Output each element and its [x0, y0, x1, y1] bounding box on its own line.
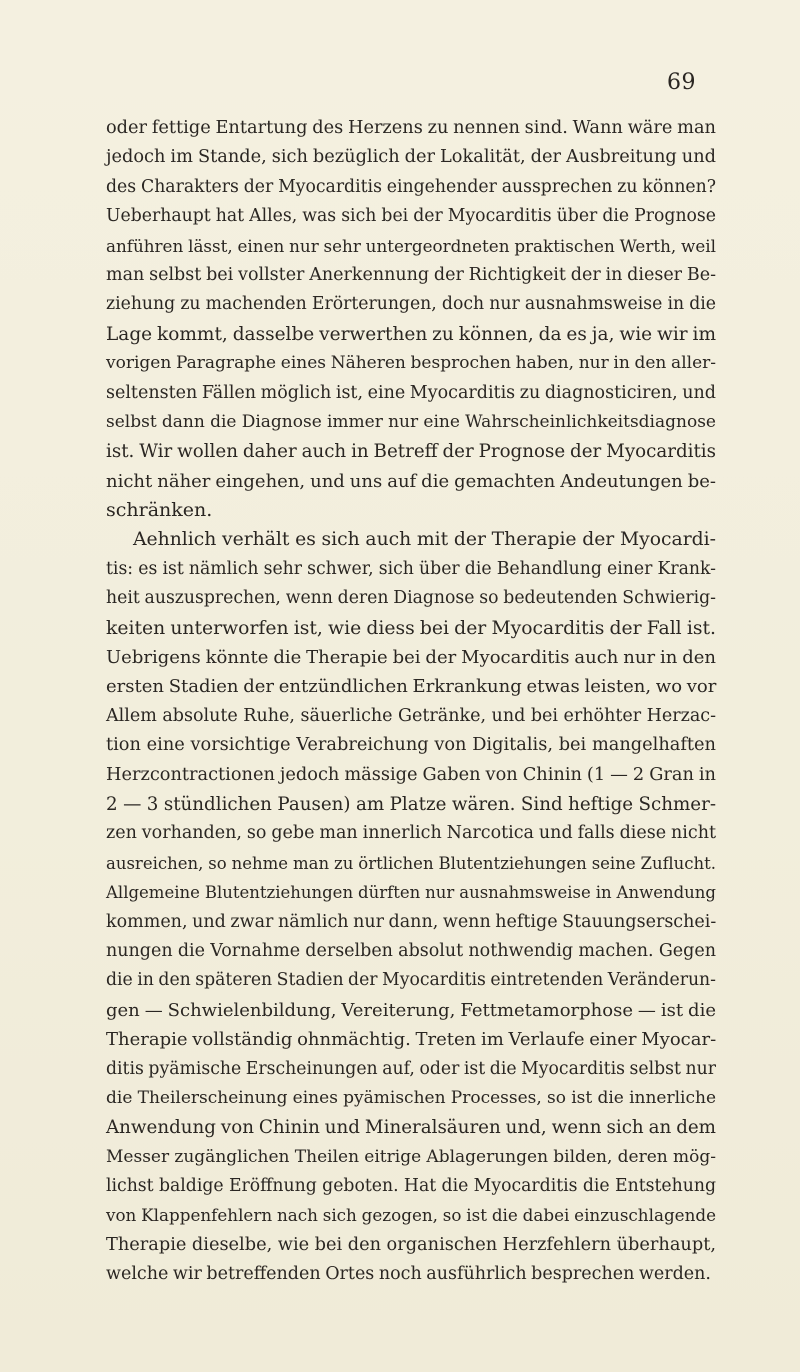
text-line: ziehung zu machenden Erörterungen, doch nur ausnahmsweise in die: [106, 294, 716, 315]
text-line: ausreichen, so nehme man zu örtlichen Blutentziehungen seine Zuflucht.: [106, 853, 716, 873]
text-line: von Klappenfehlern nach sich gezogen, so ist die dabei einzuschlagende: [106, 1205, 716, 1226]
text-line: die in den späteren Stadien der Myocarditis eintretenden Veränderun-: [106, 970, 716, 991]
paragraph: [106, 525, 716, 1289]
page-number: 69: [667, 70, 696, 95]
text-line: heit auszusprechen, wenn deren Diagnose so bedeutenden Schwierig-: [106, 588, 716, 609]
text-line: ersten Stadien der entzündlichen Erkrankung etwas leisten, wo vor: [106, 676, 717, 698]
text-line: Therapie dieselbe, wie bei den organischen Herzfehlern überhaupt,: [106, 1234, 716, 1255]
text-line: zen vorhanden, so gebe man innerlich Narcotica und falls diese nicht: [106, 823, 716, 844]
text-line: gen — Schwielenbildung, Vereiterung, Fettmetamorphose — ist die: [106, 999, 716, 1021]
text-line: die Theilerscheinung eines pyämischen Processes, so ist die innerliche: [106, 1087, 716, 1108]
text-line: Lage kommt, dasselbe verwerthen zu können, da es ja, wie wir im: [106, 323, 716, 345]
text-line: Herzcontractionen jedoch mässige Gaben von Chinin (1 — 2 Gran in: [106, 764, 716, 785]
text-line: welche wir betreffenden Ortes noch ausführlich besprechen werden.: [106, 1264, 711, 1285]
text-line: Messer zugänglichen Theilen eitrige Ablagerungen bilden, deren mög-: [106, 1146, 716, 1167]
text-line: Allem absolute Ruhe, säuerliche Getränke, und bei erhöhter Herzac-: [106, 705, 716, 726]
text-line: vorigen Paragraphe eines Näheren besprochen haben, nur in den aller-: [106, 353, 716, 374]
text-line: nungen die Vornahme derselben absolut nothwendig machen. Gegen: [106, 940, 716, 961]
text-line: Anwendung von Chinin und Mineralsäuren und, wenn sich an dem: [106, 1117, 716, 1139]
text-line: des Charakters der Myocarditis eingehender aussprechen zu können?: [106, 176, 716, 197]
text-line: ist. Wir wollen daher auch in Betreff der Prognose der Myocarditis: [106, 441, 716, 463]
text-line: ditis pyämische Erscheinungen auf, oder ist die Myocarditis selbst nur: [106, 1058, 716, 1079]
text-line: keiten unterworfen ist, wie diess bei der Myocarditis der Fall ist.: [106, 617, 716, 639]
text-line: tis: es ist nämlich sehr schwer, sich über die Behandlung einer Krank-: [106, 558, 716, 579]
text-line: Ueberhaupt hat Alles, was sich bei der Myocarditis über die Prognose: [106, 206, 716, 227]
paragraph: [106, 114, 716, 525]
text-line: selbst dann die Diagnose immer nur eine Wahrscheinlichkeitsdiagnose: [106, 411, 716, 432]
body-text: [106, 114, 716, 1290]
text-line: Allgemeine Blutentziehungen dürften nur ausnahmsweise in Anwendung: [106, 883, 716, 903]
text-line: man selbst bei vollster Anerkennung der Richtigkeit der in dieser Be-: [106, 264, 716, 285]
text-line: oder fettige Entartung des Herzens zu nennen sind. Wann wäre man: [106, 118, 716, 138]
text-line: Aehnlich verhält es sich auch mit der Therapie der Myocardi-: [133, 529, 716, 551]
text-line: Uebrigens könnte die Therapie bei der Myocarditis auch nur in den: [106, 647, 716, 669]
text-line: seltensten Fällen möglich ist, eine Myocarditis zu diagnosticiren, und: [106, 382, 716, 403]
text-line: schränken.: [106, 499, 213, 522]
text-line: tion eine vorsichtige Verabreichung von Digitalis, bei mangelhaften: [106, 735, 716, 756]
text-line: lichst baldige Eröffnung geboten. Hat die Myocarditis die Entstehung: [106, 1176, 716, 1197]
text-line: nicht näher eingehen, und uns auf die gemachten Andeutungen be-: [106, 470, 716, 492]
text-line: jedoch im Stande, sich bezüglich der Lokalität, der Ausbreitung und: [106, 147, 716, 168]
text-line: kommen, und zwar nämlich nur dann, wenn heftige Stauungserschei-: [106, 911, 717, 932]
text-line: 2 — 3 stündlichen Pausen) am Platze wären. Sind heftige Schmer-: [106, 793, 716, 815]
text-line: anführen lässt, einen nur sehr untergeordneten praktischen Werth, weil: [106, 235, 716, 256]
text-line: Therapie vollständig ohnmächtig. Treten im Verlaufe einer Myocar-: [106, 1029, 717, 1051]
